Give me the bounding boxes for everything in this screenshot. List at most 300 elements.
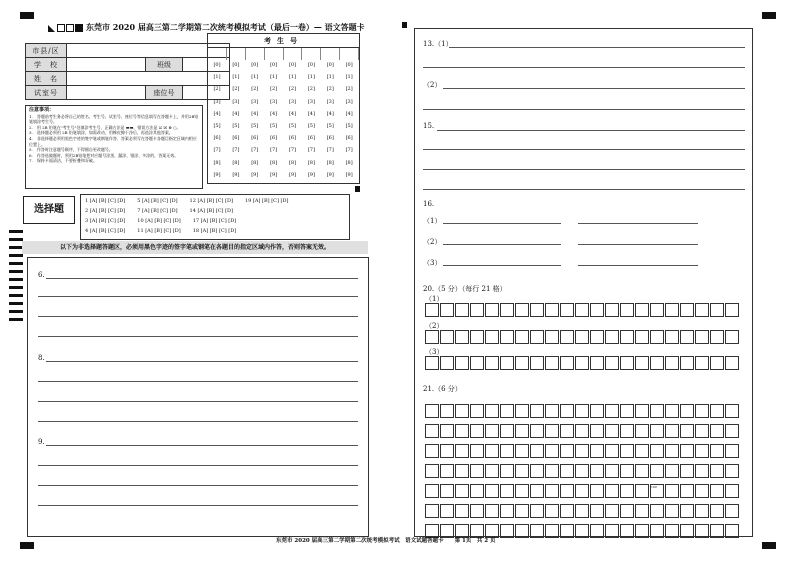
writing-grid-cell[interactable]	[560, 484, 574, 498]
exam-number-write-cell[interactable]	[302, 48, 321, 60]
writing-grid-cell[interactable]	[425, 424, 439, 438]
exam-number-bubble[interactable]: [7]	[345, 147, 353, 154]
writing-grid-cell[interactable]	[485, 464, 499, 478]
writing-grid-cell[interactable]	[695, 356, 709, 370]
answer-line[interactable]	[38, 401, 358, 402]
writing-grid-cell[interactable]	[695, 484, 709, 498]
answer-line[interactable]	[578, 265, 698, 266]
writing-grid-row[interactable]	[425, 444, 740, 458]
writing-grid-cell[interactable]	[665, 464, 679, 478]
exam-number-bubble[interactable]: [9]	[345, 171, 353, 178]
writing-grid-cell[interactable]	[620, 303, 634, 317]
exam-number-bubble[interactable]: [3]	[307, 98, 315, 105]
writing-grid-cell[interactable]	[485, 504, 499, 518]
exam-number-write-cell[interactable]	[227, 48, 246, 60]
writing-grid-cell[interactable]	[500, 424, 514, 438]
writing-grid-cell[interactable]	[515, 524, 529, 538]
writing-grid-cell[interactable]	[620, 524, 634, 538]
exam-number-write-cell[interactable]	[321, 48, 340, 60]
writing-grid-cell[interactable]	[725, 504, 739, 518]
writing-grid-cell[interactable]	[620, 404, 634, 418]
writing-grid-cell[interactable]	[545, 504, 559, 518]
writing-grid-cell[interactable]	[710, 444, 724, 458]
writing-grid-cell[interactable]	[665, 356, 679, 370]
writing-grid-cell[interactable]	[710, 330, 724, 344]
choice-item[interactable]: 18 [A] [B] [C] [D]	[192, 228, 237, 234]
writing-grid-cell[interactable]	[545, 464, 559, 478]
writing-grid-cell[interactable]	[425, 464, 439, 478]
exam-number-bubble[interactable]: [1]	[251, 74, 259, 81]
exam-number-bubble[interactable]: [3]	[232, 98, 240, 105]
writing-grid-cell[interactable]	[515, 424, 529, 438]
writing-grid-cell[interactable]	[590, 356, 604, 370]
writing-grid-cell[interactable]	[515, 356, 529, 370]
exam-number-bubble[interactable]: [2]	[213, 86, 221, 93]
exam-number-bubble[interactable]: [5]	[288, 123, 297, 129]
writing-grid-cell[interactable]	[680, 404, 694, 418]
writing-grid-cell[interactable]	[725, 330, 739, 344]
writing-grid-cell[interactable]	[500, 356, 514, 370]
answer-line[interactable]	[423, 109, 745, 110]
writing-grid-cell[interactable]	[500, 484, 514, 498]
exam-number-bubble[interactable]: [4]	[288, 110, 297, 117]
writing-grid-cell[interactable]	[575, 524, 589, 538]
exam-number-bubble[interactable]: [9]	[326, 171, 334, 178]
answer-line[interactable]	[578, 244, 698, 245]
exam-number-bubble[interactable]: [3]	[288, 98, 297, 105]
writing-grid-row[interactable]	[425, 504, 740, 518]
writing-grid-cell[interactable]	[485, 444, 499, 458]
exam-number-bubble[interactable]: [5]	[326, 123, 334, 129]
writing-grid-cell[interactable]	[575, 303, 589, 317]
writing-grid-cell[interactable]	[455, 424, 469, 438]
writing-grid-cell[interactable]	[545, 303, 559, 317]
writing-grid-cell[interactable]	[620, 424, 634, 438]
writing-grid-cell[interactable]	[680, 330, 694, 344]
writing-grid-cell[interactable]	[470, 504, 484, 518]
writing-grid-cell[interactable]	[425, 330, 439, 344]
choice-item[interactable]: 19 [A] [B] [C] [D]	[244, 198, 289, 204]
answer-line[interactable]	[38, 316, 358, 317]
exam-number-bubble[interactable]: [7]	[270, 147, 278, 154]
exam-number-bubble[interactable]: [3]	[270, 98, 278, 105]
writing-grid-cell[interactable]	[605, 404, 619, 418]
writing-grid-cell[interactable]	[440, 484, 454, 498]
answer-line[interactable]	[38, 336, 358, 337]
choice-item[interactable]: 1 [A] [B] [C] [D]	[85, 198, 126, 204]
writing-grid-cell[interactable]	[530, 444, 544, 458]
exam-number-bubble[interactable]: [1]	[326, 74, 334, 81]
writing-grid-cell[interactable]	[680, 356, 694, 370]
writing-grid-cell[interactable]	[605, 464, 619, 478]
writing-grid-cell[interactable]	[575, 444, 589, 458]
writing-grid-cell[interactable]	[530, 524, 544, 538]
exam-number-bubble[interactable]: [1]	[270, 74, 278, 81]
writing-grid-cell[interactable]	[605, 303, 619, 317]
answer-line[interactable]	[423, 149, 745, 150]
writing-grid-cell[interactable]	[485, 404, 499, 418]
writing-grid-cell[interactable]	[665, 444, 679, 458]
exam-number-bubble[interactable]: [9]	[251, 171, 259, 178]
writing-grid-cell[interactable]	[665, 303, 679, 317]
writing-grid-cell[interactable]	[560, 404, 574, 418]
writing-grid-cell[interactable]	[575, 484, 589, 498]
writing-grid-cell[interactable]	[575, 504, 589, 518]
exam-number-bubble[interactable]: [2]	[326, 86, 334, 93]
writing-grid-cell[interactable]	[500, 444, 514, 458]
writing-grid-cell[interactable]	[635, 464, 649, 478]
writing-grid-cell[interactable]	[680, 464, 694, 478]
writing-grid-cell[interactable]	[440, 444, 454, 458]
writing-grid-cell[interactable]	[530, 504, 544, 518]
writing-grid-cell[interactable]	[605, 330, 619, 344]
answer-line[interactable]	[46, 445, 358, 446]
writing-grid-row[interactable]	[425, 404, 740, 418]
writing-grid-cell[interactable]	[470, 303, 484, 317]
exam-number-bubble[interactable]: [4]	[232, 110, 240, 117]
writing-grid-cell[interactable]	[710, 504, 724, 518]
exam-number-bubble[interactable]: [3]	[251, 98, 259, 105]
answer-line[interactable]	[38, 505, 358, 506]
choice-item[interactable]: 5 [A] [B] [C] [D]	[137, 198, 178, 204]
writing-grid-cell[interactable]	[590, 444, 604, 458]
writing-grid-cell[interactable]	[545, 330, 559, 344]
writing-grid-cell[interactable]	[515, 484, 529, 498]
writing-grid-cell[interactable]	[560, 524, 574, 538]
writing-grid-cell[interactable]	[650, 424, 664, 438]
writing-grid-cell[interactable]	[455, 444, 469, 458]
exam-number-bubble[interactable]: [8]	[345, 159, 353, 166]
writing-grid-cell[interactable]	[605, 444, 619, 458]
writing-grid-cell[interactable]	[575, 330, 589, 344]
answer-line[interactable]	[38, 421, 358, 422]
writing-grid-cell[interactable]	[515, 330, 529, 344]
exam-number-bubble[interactable]: [0]	[326, 62, 334, 68]
writing-grid-cell[interactable]	[620, 464, 634, 478]
writing-grid-cell[interactable]	[665, 524, 679, 538]
answer-line[interactable]	[578, 223, 698, 224]
exam-number-bubble[interactable]: [2]	[251, 86, 259, 93]
writing-grid-cell[interactable]	[560, 504, 574, 518]
exam-number-bubble[interactable]: [8]	[326, 159, 334, 166]
writing-grid-cell[interactable]	[470, 484, 484, 498]
writing-grid-cell[interactable]	[635, 504, 649, 518]
writing-grid-cell[interactable]	[710, 524, 724, 538]
writing-grid-cell[interactable]	[590, 330, 604, 344]
writing-grid-cell[interactable]	[710, 424, 724, 438]
writing-grid-row[interactable]	[425, 484, 740, 498]
writing-grid-cell[interactable]	[620, 444, 634, 458]
writing-grid-cell[interactable]	[530, 330, 544, 344]
writing-grid-cell[interactable]	[425, 444, 439, 458]
writing-grid-cell[interactable]	[620, 356, 634, 370]
writing-grid-cell[interactable]	[545, 444, 559, 458]
writing-grid-cell[interactable]	[605, 524, 619, 538]
writing-grid-cell[interactable]	[620, 504, 634, 518]
exam-number-write-cell[interactable]	[265, 48, 284, 60]
writing-grid-cell[interactable]	[635, 484, 649, 498]
exam-number-bubble[interactable]: [8]	[213, 159, 221, 166]
writing-grid-cell[interactable]	[710, 484, 724, 498]
writing-grid-cell[interactable]	[500, 464, 514, 478]
writing-grid-cell[interactable]	[725, 303, 739, 317]
writing-grid-cell[interactable]	[440, 424, 454, 438]
writing-grid-cell[interactable]	[425, 356, 439, 370]
answer-line[interactable]	[443, 88, 745, 89]
exam-number-bubble[interactable]: [5]	[213, 123, 221, 129]
answer-line[interactable]	[437, 130, 745, 131]
writing-grid-cell[interactable]	[560, 303, 574, 317]
writing-grid-cell[interactable]	[575, 424, 589, 438]
writing-grid-cell[interactable]	[650, 464, 664, 478]
writing-grid-cell[interactable]	[665, 424, 679, 438]
writing-grid-cell[interactable]	[575, 356, 589, 370]
writing-grid-row[interactable]	[425, 330, 740, 344]
writing-grid-cell[interactable]	[470, 356, 484, 370]
writing-grid-cell[interactable]	[605, 356, 619, 370]
writing-grid-cell[interactable]	[455, 330, 469, 344]
writing-grid-cell[interactable]	[470, 444, 484, 458]
exam-number-bubble[interactable]: [7]	[326, 147, 334, 154]
writing-grid-cell[interactable]	[650, 524, 664, 538]
exam-number-bubble[interactable]: [1]	[345, 74, 353, 81]
writing-grid-cell[interactable]	[665, 404, 679, 418]
writing-grid-cell[interactable]	[725, 356, 739, 370]
writing-grid-cell[interactable]	[485, 424, 499, 438]
writing-grid-cell[interactable]	[590, 484, 604, 498]
writing-grid-cell[interactable]	[440, 303, 454, 317]
writing-grid-cell[interactable]	[650, 404, 664, 418]
exam-number-bubble[interactable]: [2]	[307, 86, 315, 93]
writing-grid-cell[interactable]	[485, 356, 499, 370]
writing-grid-cell[interactable]	[680, 303, 694, 317]
exam-number-bubble[interactable]: [8]	[288, 159, 297, 166]
writing-grid-row[interactable]	[425, 356, 740, 370]
writing-grid-cell[interactable]	[545, 356, 559, 370]
writing-grid-cell[interactable]	[500, 330, 514, 344]
answer-line[interactable]	[46, 278, 358, 279]
writing-grid-cell[interactable]	[515, 404, 529, 418]
writing-grid-cell[interactable]	[605, 424, 619, 438]
writing-grid-row[interactable]	[425, 464, 740, 478]
writing-grid-cell[interactable]	[590, 504, 604, 518]
writing-grid-cell[interactable]	[635, 404, 649, 418]
exam-number-bubble[interactable]: [5]	[307, 123, 315, 129]
answer-line[interactable]	[423, 169, 745, 170]
choice-item[interactable]: 7 [A] [B] [C] [D]	[137, 208, 178, 214]
writing-grid-cell[interactable]	[530, 424, 544, 438]
exam-number-bubble[interactable]: [3]	[345, 98, 353, 105]
exam-number-bubble[interactable]: [9]	[213, 171, 221, 178]
exam-number-bubble[interactable]: [0]	[307, 62, 315, 68]
answer-line[interactable]	[38, 465, 358, 466]
writing-grid-cell[interactable]	[650, 504, 664, 518]
writing-grid-cell[interactable]	[515, 303, 529, 317]
writing-grid-cell[interactable]	[620, 330, 634, 344]
writing-grid-cell[interactable]	[500, 524, 514, 538]
choice-item[interactable]: 2 [A] [B] [C] [D]	[85, 208, 126, 214]
writing-grid-cell[interactable]	[530, 303, 544, 317]
choice-item[interactable]: 17 [A] [B] [C] [D]	[192, 218, 237, 224]
writing-grid-cell[interactable]	[560, 356, 574, 370]
exam-number-bubble[interactable]: [9]	[288, 171, 297, 178]
exam-number-bubble[interactable]: [5]	[251, 123, 259, 129]
writing-grid-cell[interactable]	[470, 404, 484, 418]
writing-grid-cell[interactable]	[545, 404, 559, 418]
exam-number-bubble[interactable]: [2]	[270, 86, 278, 93]
school-field[interactable]	[67, 58, 146, 72]
writing-grid-cell[interactable]	[605, 504, 619, 518]
exam-number-bubble[interactable]: [0]	[270, 62, 278, 68]
writing-grid-cell[interactable]	[425, 303, 439, 317]
writing-grid-cell[interactable]	[650, 444, 664, 458]
writing-grid-cell[interactable]	[560, 424, 574, 438]
writing-grid-cell[interactable]	[710, 356, 724, 370]
exam-number-bubble[interactable]: [3]	[326, 98, 334, 105]
answer-line[interactable]	[38, 485, 358, 486]
writing-grid-cell[interactable]	[470, 424, 484, 438]
writing-grid-cell[interactable]	[635, 330, 649, 344]
answer-line[interactable]	[443, 223, 561, 224]
answer-line[interactable]	[443, 265, 561, 266]
answer-line[interactable]	[46, 361, 358, 362]
exam-number-bubble[interactable]: [7]	[213, 147, 221, 154]
writing-grid-cell[interactable]	[710, 404, 724, 418]
exam-number-bubble[interactable]: [7]	[307, 147, 315, 154]
exam-number-bubble[interactable]: [6]	[326, 135, 334, 142]
exam-number-bubble[interactable]: [1]	[213, 74, 221, 81]
writing-grid-cell[interactable]	[725, 524, 739, 538]
exam-number-bubble[interactable]: [6]	[345, 135, 353, 142]
exam-number-bubble[interactable]: [5]	[232, 123, 240, 129]
writing-grid-cell[interactable]	[515, 464, 529, 478]
exam-number-bubble[interactable]: [7]	[232, 147, 240, 154]
exam-number-bubble[interactable]: [6]	[270, 135, 278, 142]
writing-grid-cell[interactable]	[695, 404, 709, 418]
writing-grid-cell[interactable]	[635, 356, 649, 370]
writing-grid-cell[interactable]	[635, 303, 649, 317]
answer-line[interactable]	[423, 189, 745, 190]
writing-grid-cell[interactable]	[695, 330, 709, 344]
exam-number-bubble[interactable]: [0]	[288, 62, 297, 68]
exam-number-bubble[interactable]: [2]	[345, 86, 353, 93]
writing-grid-cell[interactable]	[680, 484, 694, 498]
writing-grid-cell[interactable]	[455, 303, 469, 317]
exam-number-bubble[interactable]: [4]	[326, 110, 334, 117]
writing-grid-cell[interactable]	[665, 484, 679, 498]
writing-grid-cell[interactable]	[455, 504, 469, 518]
writing-grid-cell[interactable]	[485, 330, 499, 344]
writing-grid-cell[interactable]	[485, 484, 499, 498]
writing-grid-cell[interactable]	[455, 356, 469, 370]
writing-grid-cell[interactable]	[605, 484, 619, 498]
writing-grid-cell[interactable]	[680, 444, 694, 458]
exam-number-bubble[interactable]: [0]	[232, 62, 240, 68]
writing-grid-cell[interactable]	[590, 424, 604, 438]
writing-grid-cell[interactable]	[665, 504, 679, 518]
exam-number-write-cell[interactable]	[246, 48, 265, 60]
choice-item[interactable]: 3 [A] [B] [C] [D]	[85, 218, 126, 224]
exam-number-bubble[interactable]: [3]	[213, 98, 221, 105]
writing-grid-cell[interactable]	[470, 464, 484, 478]
exam-number-bubble[interactable]: [6]	[213, 135, 221, 142]
city-field[interactable]	[67, 44, 230, 58]
writing-grid-row[interactable]	[425, 424, 740, 438]
writing-grid-cell[interactable]	[425, 404, 439, 418]
exam-number-bubble[interactable]: [2]	[288, 86, 297, 93]
writing-grid-cell[interactable]	[725, 444, 739, 458]
writing-grid-cell[interactable]	[650, 356, 664, 370]
writing-grid-cell[interactable]	[440, 504, 454, 518]
writing-grid-cell[interactable]	[425, 484, 439, 498]
writing-grid-cell[interactable]	[650, 303, 664, 317]
writing-grid-cell[interactable]	[455, 484, 469, 498]
exam-number-bubble[interactable]: [4]	[345, 110, 353, 117]
writing-grid-cell[interactable]	[530, 356, 544, 370]
writing-grid-cell[interactable]	[695, 504, 709, 518]
writing-grid-cell[interactable]	[440, 330, 454, 344]
choice-item[interactable]: 10 [A] [B] [C] [D]	[137, 218, 181, 224]
writing-grid-cell[interactable]	[530, 464, 544, 478]
exam-number-bubble[interactable]: [7]	[288, 147, 297, 154]
writing-grid-cell[interactable]	[665, 330, 679, 344]
writing-grid-cell[interactable]	[545, 484, 559, 498]
answer-line[interactable]	[443, 244, 561, 245]
exam-number-bubble[interactable]: [8]	[270, 159, 278, 166]
exam-number-bubble[interactable]: [9]	[270, 171, 278, 178]
writing-grid-cell[interactable]	[680, 504, 694, 518]
exam-number-write-cell[interactable]	[208, 48, 227, 60]
writing-grid-cell[interactable]	[515, 444, 529, 458]
writing-grid-cell[interactable]	[560, 464, 574, 478]
writing-grid-cell[interactable]	[650, 330, 664, 344]
writing-grid-cell[interactable]	[485, 303, 499, 317]
exam-number-bubble[interactable]: [0]	[345, 62, 353, 68]
writing-grid-cell[interactable]	[500, 404, 514, 418]
exam-number-bubble[interactable]: [5]	[270, 123, 278, 129]
writing-grid-cell[interactable]	[695, 464, 709, 478]
choice-item[interactable]: 12 [A] [B] [C] [D]	[189, 198, 233, 204]
writing-grid-cell[interactable]	[515, 504, 529, 518]
writing-grid-cell[interactable]	[440, 356, 454, 370]
writing-grid-cell[interactable]	[620, 484, 634, 498]
writing-grid-cell[interactable]	[575, 464, 589, 478]
writing-grid-cell[interactable]	[680, 424, 694, 438]
writing-grid-cell[interactable]	[725, 424, 739, 438]
writing-grid-cell[interactable]	[500, 504, 514, 518]
answer-line[interactable]	[423, 67, 745, 68]
writing-grid-cell[interactable]	[440, 464, 454, 478]
writing-grid-cell[interactable]	[710, 464, 724, 478]
choice-item[interactable]: 4 [A] [B] [C] [D]	[85, 228, 126, 234]
writing-grid-cell[interactable]	[440, 404, 454, 418]
writing-grid-cell[interactable]	[545, 524, 559, 538]
exam-number-bubble[interactable]: [6]	[288, 135, 297, 142]
exam-number-write-cell[interactable]	[340, 48, 359, 60]
exam-number-bubble[interactable]: [4]	[270, 110, 278, 117]
answer-line[interactable]	[38, 296, 358, 297]
exam-number-bubble[interactable]: [9]	[232, 171, 240, 178]
exam-number-bubble[interactable]: [0]	[213, 62, 221, 68]
exam-number-bubble[interactable]: [9]	[307, 171, 315, 178]
exam-number-bubble[interactable]: [6]	[232, 135, 240, 142]
writing-grid-cell[interactable]	[575, 404, 589, 418]
writing-grid-cell[interactable]	[560, 330, 574, 344]
writing-grid-cell[interactable]	[590, 404, 604, 418]
exam-number-bubble[interactable]: [7]	[251, 147, 259, 154]
writing-grid-cell[interactable]	[725, 484, 739, 498]
choice-item[interactable]: 11 [A] [B] [C] [D]	[137, 228, 181, 234]
